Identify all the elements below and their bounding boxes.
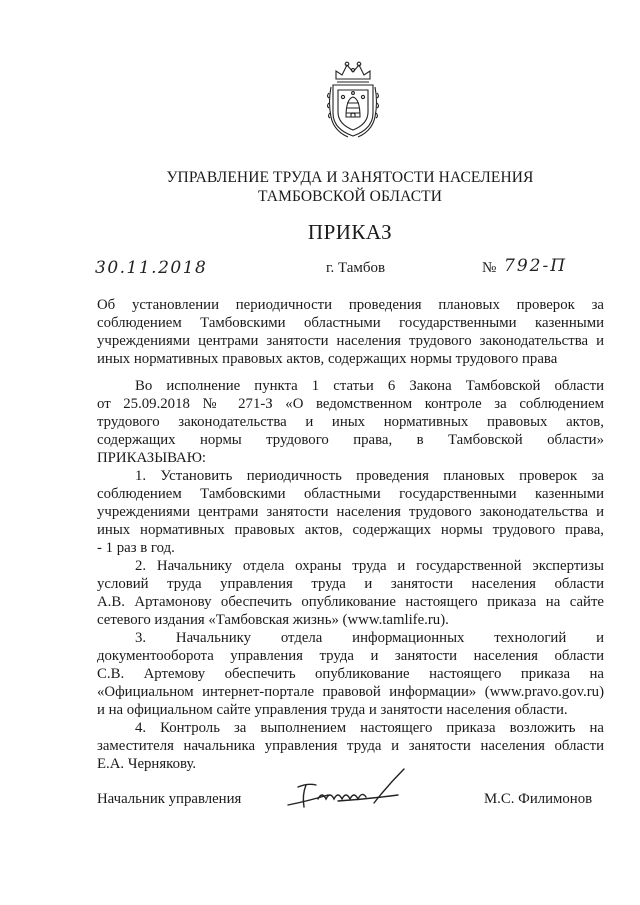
body-line: «Официальном интернет-портале правовой информации» (www.pravo.gov.ru) xyxy=(97,684,604,700)
body-line: трудового законодательства и иных нормативных правовых актов, xyxy=(97,414,604,430)
number-sign: № xyxy=(482,260,497,276)
body-line: Е.А. Чернякову. xyxy=(97,756,197,772)
document-date: 30.11.2018 xyxy=(95,258,208,278)
body-line: документооборота управления труда и занятости населения области xyxy=(97,648,604,664)
body-line: Во исполнение пункта 1 статьи 6 Закона Тамбовской области xyxy=(135,378,604,394)
body-line: иных нормативных правовых актов, содержащих нормы трудового права, xyxy=(97,522,604,538)
body-line: и на официальном сайте управления труда и занятости населения области. xyxy=(97,702,568,718)
organization-name-line-1: УПРАВЛЕНИЕ ТРУДА И ЗАНЯТОСТИ НАСЕЛЕНИЯ xyxy=(166,169,534,186)
body-line: учреждениями центрами занятости населения трудового законодательства и xyxy=(97,504,604,520)
subject-line: соблюдением Тамбовскими областными государственными казенными xyxy=(97,315,604,331)
body-line: от 25.09.2018 № 271-З «О ведомственном контроле за соблюдением xyxy=(97,396,604,412)
document-city: г. Тамбов xyxy=(326,260,386,276)
body-line: 1. Установить периодичность проведения плановых проверок за xyxy=(135,468,604,484)
body-line: С.В. Артемову обеспечить опубликование настоящего приказа на xyxy=(97,666,604,682)
signatory-name: М.С. Филимонов xyxy=(484,791,593,807)
handwritten-signature xyxy=(278,765,413,815)
body-line: соблюдением Тамбовскими областными государственными казенными xyxy=(97,486,604,502)
body-line: заместителя начальника управления труда и занятости населения области xyxy=(97,738,604,754)
body-line: сетевого издания «Тамбовская жизнь» (www.tamlife.ru). xyxy=(97,612,449,628)
body-line: условий труда управления труда и занятости населения области xyxy=(97,576,604,592)
document-number: 792-П xyxy=(504,256,568,276)
subject-line: учреждениями центрами занятости населения трудового законодательства и xyxy=(97,333,604,349)
body-line: 2. Начальнику отдела охраны труда и государственной экспертизы xyxy=(135,558,604,574)
subject-line: иных нормативных правовых актов, содержащих нормы трудового права xyxy=(97,351,558,367)
body-line: 3. Начальнику отдела информационных технологий и xyxy=(135,630,604,646)
organization-name-line-2: ТАМБОВСКОЙ ОБЛАСТИ xyxy=(258,188,442,205)
body-line: А.В. Артамонову обеспечить опубликование настоящего приказа на сайте xyxy=(97,594,604,610)
body-line: содержащих нормы трудового права, в Тамбовской области» xyxy=(97,432,604,448)
body-line: - 1 раз в год. xyxy=(97,540,175,556)
signatory-role: Начальник управления xyxy=(97,791,242,807)
body-line: ПРИКАЗЫВАЮ: xyxy=(97,450,207,466)
body-line: 4. Контроль за выполнением настоящего приказа возложить на xyxy=(135,720,604,736)
coat-of-arms-icon xyxy=(326,57,380,139)
document-title: ПРИКАЗ xyxy=(307,220,393,244)
subject-line: Об установлении периодичности проведения плановых проверок за xyxy=(97,297,604,313)
